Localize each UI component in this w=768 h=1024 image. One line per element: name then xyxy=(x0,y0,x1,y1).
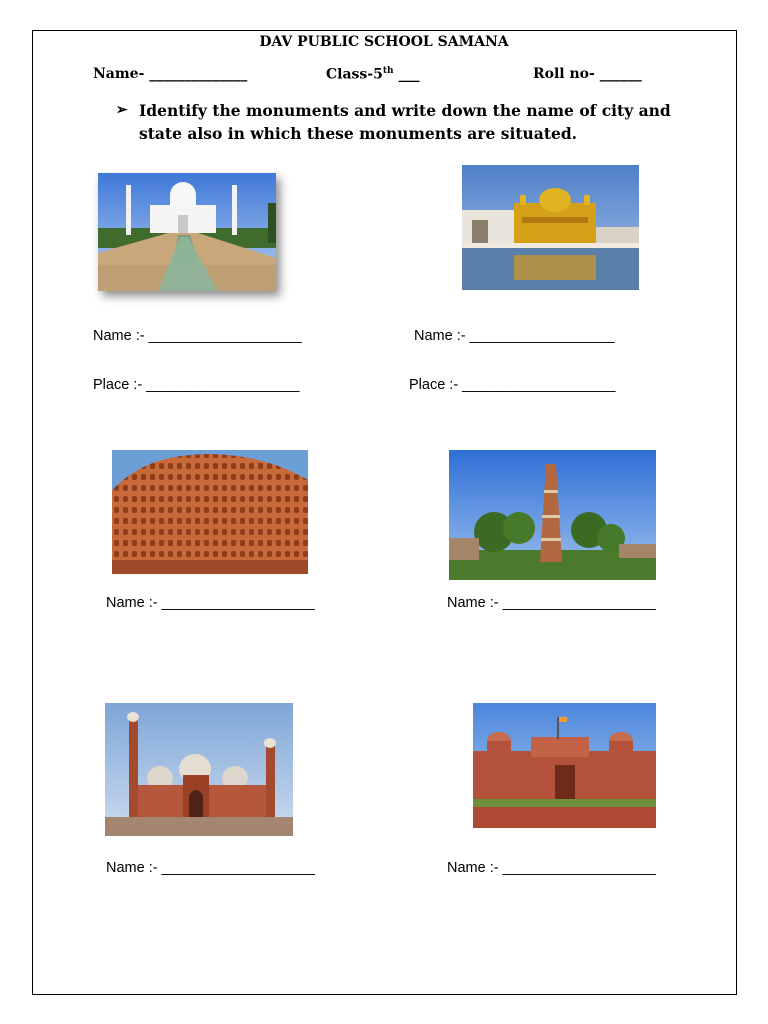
name-header: Name- ______________ xyxy=(93,66,248,82)
instruction-line-1: Identify the monuments and write down the name of city and xyxy=(139,101,671,120)
roll-no-header: Roll no- ______ xyxy=(533,66,642,82)
place-field-1: Place :- ___________________ xyxy=(93,377,300,393)
name-field-6: Name :- ___________________ xyxy=(447,860,656,876)
taj-mahal-photo xyxy=(98,173,276,291)
instruction-line-2: state also in which these monuments are situated. xyxy=(139,124,578,143)
jama-masjid-photo xyxy=(105,703,293,836)
arrow-bullet-icon: ➢ xyxy=(116,102,128,118)
school-title: DAV PUBLIC SCHOOL SAMANA xyxy=(259,34,509,50)
name-field-4: Name :- ___________________ xyxy=(447,595,656,611)
red-fort-photo xyxy=(473,703,656,828)
qutub-minar-photo xyxy=(449,450,656,580)
name-field-3: Name :- ___________________ xyxy=(106,595,315,611)
name-field-2: Name :- __________________ xyxy=(414,328,615,344)
place-field-2: Place :- ___________________ xyxy=(409,377,616,393)
name-field-5: Name :- ___________________ xyxy=(106,860,315,876)
golden-temple-photo xyxy=(462,165,639,290)
class-header: Class-5th ___ xyxy=(326,66,420,83)
name-field-1: Name :- ___________________ xyxy=(93,328,302,344)
hawa-mahal-photo xyxy=(112,450,308,574)
